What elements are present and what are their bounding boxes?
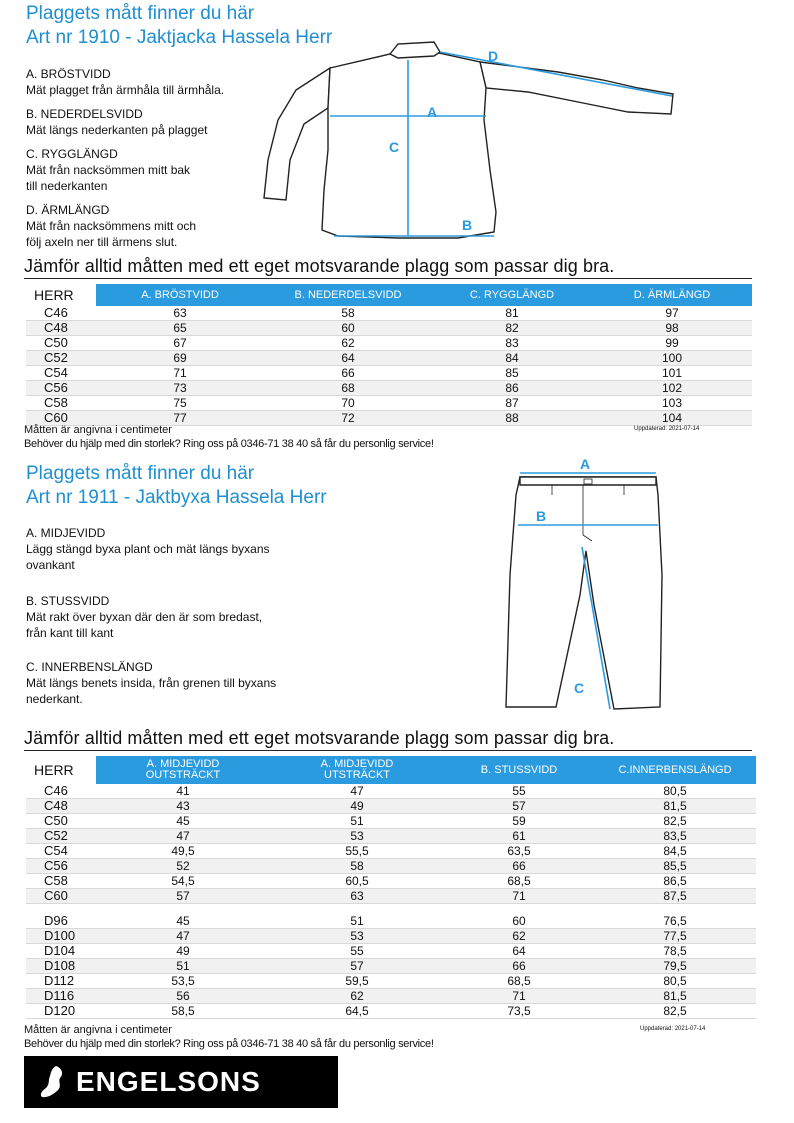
jacket-diagram [258,40,688,250]
measure-head: C. RYGGLÄNGD [26,147,118,161]
value-cell: 47 [96,829,270,844]
value-cell: 60 [444,914,594,929]
jacket-unit-note: Måtten är angivna i centimeter [24,424,172,436]
value-cell: 84 [432,351,592,366]
col-header: B. NEDERDELSVIDD [264,284,432,306]
value-cell: 64 [444,944,594,959]
size-cell: C46 [26,784,96,799]
value-cell: 71 [96,366,264,381]
pants-diagram [498,455,673,715]
value-cell: 62 [444,929,594,944]
size-cell: C54 [26,844,96,859]
value-cell: 58,5 [96,1004,270,1019]
table-row [26,321,752,336]
pants-updated: Uppdaterad: 2021-07-14 [640,1026,706,1032]
size-cell: C58 [26,396,96,411]
size-cell: C46 [26,306,96,321]
value-cell: 56 [96,989,270,1004]
value-cell: 45 [96,914,270,929]
diagram-label-a: A [427,104,438,120]
table-row [26,929,756,944]
value-cell: 60 [264,321,432,336]
size-cell: C58 [26,874,96,889]
value-cell: 65 [96,321,264,336]
value-cell: 69 [96,351,264,366]
measure-text: Mät från nacksömmens mitt och följ axeln ner till ärmens slut. [26,219,197,249]
size-cell: D96 [26,914,96,929]
value-cell: 101 [592,366,752,381]
value-cell: 49 [270,799,444,814]
measure-text: Mät plagget från ärmhåla till ärmhåla. [26,83,225,97]
value-cell: 99 [592,336,752,351]
col-header: A. MIDJEVIDD UTSTRÄCKT [270,756,444,784]
size-cell: C52 [26,351,96,366]
measure-text: Mät rakt över byxan där den är som bredast, från kant till kant [26,610,263,640]
logo-text: ENGELSONS [76,1066,261,1097]
value-cell: 102 [592,381,752,396]
measure-head: C. INNERBENSLÄNGD [26,660,153,674]
table-row [26,874,756,889]
table-row [26,889,756,904]
value-cell: 61 [444,829,594,844]
value-cell: 49,5 [96,844,270,859]
table-row [26,381,752,396]
table-row [26,1004,756,1019]
value-cell: 57 [444,799,594,814]
table-row [26,799,756,814]
col-header: C.INNERBENSLÄNGD [594,756,756,784]
value-cell: 87 [432,396,592,411]
value-cell: 78,5 [594,944,756,959]
value-cell: 76,5 [594,914,756,929]
value-cell: 85,5 [594,859,756,874]
jacket-measure-c [26,146,266,202]
jacket-title-2: Art nr 1910 - Jaktjacka Hassela Herr [26,27,333,48]
value-cell: 54,5 [96,874,270,889]
diagram-label-b: B [536,508,547,524]
value-cell: 68 [264,381,432,396]
jacket-help-text: Behöver du hjälp med din storlek? Ring oss på 0346-71 38 40 så får du personlig service! [24,438,434,450]
value-cell: 51 [96,959,270,974]
value-cell: 59,5 [270,974,444,989]
pants-title-2: Art nr 1911 - Jaktbyxa Hassela Herr [26,487,327,508]
diagram-label-b: B [462,217,473,233]
value-cell: 82,5 [594,1004,756,1019]
jacket-compare-underline [24,278,752,279]
value-cell: 63 [96,306,264,321]
value-cell: 64,5 [270,1004,444,1019]
value-cell: 63 [270,889,444,904]
value-cell: 47 [96,929,270,944]
value-cell: 51 [270,914,444,929]
value-cell: 64 [264,351,432,366]
value-cell: 57 [96,889,270,904]
pants-measure-c [26,659,356,707]
value-cell: 71 [444,989,594,1004]
value-cell: 45 [96,814,270,829]
value-cell: 100 [592,351,752,366]
pants-measure-list [26,525,356,707]
size-cell: C48 [26,321,96,336]
value-cell: 68,5 [444,874,594,889]
value-cell: 82 [432,321,592,336]
table-row [26,814,756,829]
value-cell: 63,5 [444,844,594,859]
value-cell: 72 [264,411,432,426]
measure-head: A. BRÖSTVIDD [26,67,111,81]
table-row [26,351,752,366]
measure-head: A. MIDJEVIDD [26,526,106,540]
col-header: B. STUSSVIDD [444,756,594,784]
value-cell: 97 [592,306,752,321]
table-spacer-row [26,904,756,915]
size-cell: D116 [26,989,96,1004]
value-cell: 98 [592,321,752,336]
size-cell: D104 [26,944,96,959]
value-cell: 53 [270,829,444,844]
pants-size-table [26,756,756,1019]
pants-title-1: Plaggets mått finner du här [26,463,255,484]
value-cell: 70 [264,396,432,411]
value-cell: 58 [270,859,444,874]
diagram-label-c: C [574,680,585,696]
size-cell: D120 [26,1004,96,1019]
value-cell: 88 [432,411,592,426]
value-cell: 67 [96,336,264,351]
table-corner: HERR [26,756,96,784]
value-cell: 103 [592,396,752,411]
value-cell: 87,5 [594,889,756,904]
col-header: C. RYGGLÄNGD [432,284,592,306]
value-cell: 81 [432,306,592,321]
value-cell: 49 [96,944,270,959]
value-cell: 55 [444,784,594,799]
jacket-measure-list [26,66,266,250]
value-cell: 75 [96,396,264,411]
table-row [26,859,756,874]
pants-unit-note: Måtten är angivna i centimeter [24,1024,172,1036]
measure-head: B. STUSSVIDD [26,594,110,608]
col-header: A. BRÖSTVIDD [96,284,264,306]
value-cell: 47 [270,784,444,799]
spacer-cell [26,904,756,915]
value-cell: 66 [444,959,594,974]
value-cell: 66 [264,366,432,381]
value-cell: 59 [444,814,594,829]
value-cell: 71 [444,889,594,904]
sweden-map-icon [34,1064,70,1100]
diagram-label-c: C [389,139,400,155]
size-cell: C60 [26,411,96,426]
size-cell: C60 [26,889,96,904]
value-cell: 104 [592,411,752,426]
jacket-measure-a [26,66,266,106]
value-cell: 77 [96,411,264,426]
size-cell: D100 [26,929,96,944]
table-row [26,989,756,1004]
jacket-measure-d [26,202,266,250]
table-row [26,944,756,959]
measure-head: D. ÄRMLÄNGD [26,203,110,217]
table-row [26,336,752,351]
pants-compare-text: Jämför alltid måtten med ett eget motsvarande plagg som passar dig bra. [24,728,615,748]
diagram-label-d: D [488,48,499,64]
value-cell: 81,5 [594,989,756,1004]
table-corner: HERR [26,284,96,306]
value-cell: 51 [270,814,444,829]
pants-measure-b [26,593,356,659]
value-cell: 86,5 [594,874,756,889]
size-cell: C56 [26,381,96,396]
value-cell: 57 [270,959,444,974]
jacket-size-table [26,284,752,426]
value-cell: 55,5 [270,844,444,859]
table-row [26,829,756,844]
table-row [26,306,752,321]
size-cell: C54 [26,366,96,381]
value-cell: 79,5 [594,959,756,974]
col-header: A. MIDJEVIDD OUTSTRÄCKT [96,756,270,784]
value-cell: 41 [96,784,270,799]
value-cell: 73 [96,381,264,396]
size-cell: D108 [26,959,96,974]
value-cell: 53 [270,929,444,944]
value-cell: 53,5 [96,974,270,989]
jacket-updated: Uppdaterad: 2021-07-14 [634,426,700,432]
value-cell: 85 [432,366,592,381]
table-row [26,974,756,989]
value-cell: 55 [270,944,444,959]
table-row [26,844,756,859]
value-cell: 60,5 [270,874,444,889]
pants-compare-underline [24,750,752,751]
value-cell: 77,5 [594,929,756,944]
size-cell: D112 [26,974,96,989]
size-cell: C50 [26,814,96,829]
jacket-title-1: Plaggets mått finner du här [26,3,255,24]
engelsons-logo [24,1056,338,1108]
measure-text: Mät från nacksömmen mitt bak till nederkanten [26,163,191,193]
measure-text: Mät längs benets insida, från grenen till byxans nederkant. [26,676,277,706]
measure-text: Lägg stängd byxa plant och mät längs byxans ovankant [26,542,270,572]
col-header: D. ÄRMLÄNGD [592,284,752,306]
measure-head: B. NEDERDELSVIDD [26,107,143,121]
value-cell: 81,5 [594,799,756,814]
value-cell: 52 [96,859,270,874]
value-cell: 68,5 [444,974,594,989]
value-cell: 58 [264,306,432,321]
jacket-measure-b [26,106,266,146]
pants-measure-a [26,525,356,593]
table-row [26,914,756,929]
value-cell: 62 [264,336,432,351]
jacket-compare-text: Jämför alltid måtten med ett eget motsvarande plagg som passar dig bra. [24,256,615,276]
table-row [26,396,752,411]
value-cell: 83,5 [594,829,756,844]
value-cell: 66 [444,859,594,874]
value-cell: 43 [96,799,270,814]
value-cell: 62 [270,989,444,1004]
size-cell: C50 [26,336,96,351]
table-row [26,959,756,974]
value-cell: 84,5 [594,844,756,859]
value-cell: 86 [432,381,592,396]
pants-help-text: Behöver du hjälp med din storlek? Ring oss på 0346-71 38 40 så får du personlig service! [24,1038,434,1050]
measure-text: Mät längs nederkanten på plagget [26,123,208,137]
table-row [26,784,756,799]
value-cell: 73,5 [444,1004,594,1019]
size-cell: C56 [26,859,96,874]
table-row [26,366,752,381]
value-cell: 80,5 [594,974,756,989]
size-cell: C52 [26,829,96,844]
size-cell: C48 [26,799,96,814]
value-cell: 83 [432,336,592,351]
value-cell: 80,5 [594,784,756,799]
value-cell: 82,5 [594,814,756,829]
diagram-label-a: A [580,456,591,472]
